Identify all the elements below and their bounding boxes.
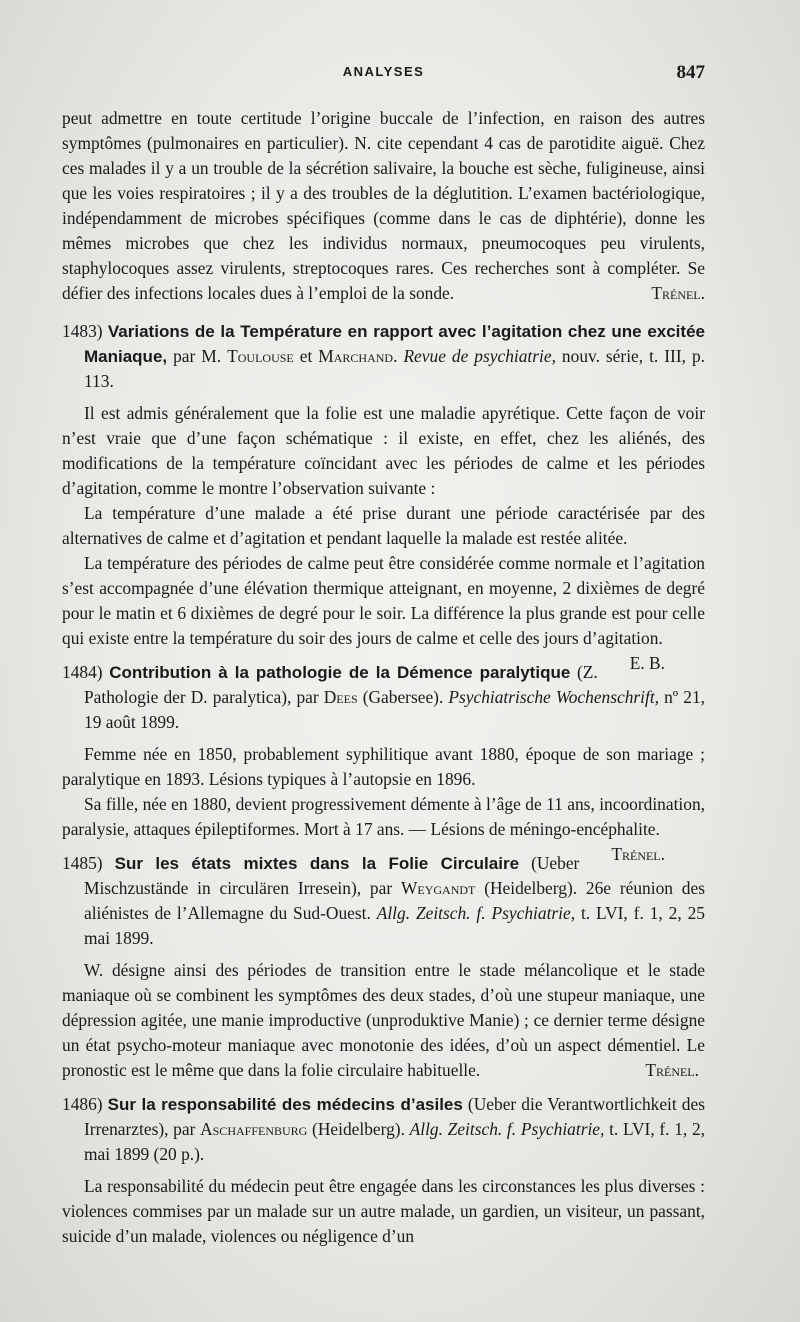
entry-number: 1483)	[62, 321, 103, 341]
entry-author: Weygandt	[400, 878, 476, 898]
signature: Trénel.	[651, 283, 705, 303]
entry-reference: par M.	[167, 346, 228, 366]
entry-reference: (Heidelberg). 26e réunion des aliénistes de l’Allemagne du Sud-Ouest.	[84, 878, 705, 923]
entry-author: Aschaffenburg	[200, 1119, 308, 1139]
signature: Trénel.	[645, 1060, 699, 1080]
entry-title: Sur les états mixtes dans la Folie Circulaire	[114, 854, 520, 873]
entry-paragraph: La responsabilité du médecin peut être engagée dans les circonstances les plus diverses : violences commises par un malade sur un autre malade, un gardien, un visiteur, un passant, suicide d’un malade, violences ou négligence d’un	[62, 1176, 705, 1246]
page-number: 847	[676, 62, 705, 83]
entry-number: 1486)	[62, 1094, 103, 1114]
entry-title: Contribution à la pathologie de la Démence paralytique	[109, 663, 571, 682]
entry-author: Dees	[323, 687, 358, 707]
entry-number: 1485)	[62, 853, 103, 873]
continuation-paragraph	[62, 106, 705, 306]
entry-title: Variations de la Température en rapport avec l’agitation chez une excitée Maniaque,	[84, 322, 705, 366]
entry-paragraph-text: W. désigne ainsi des périodes de transition entre le stade mélancolique et le stade maniaque où se combinent les symptômes des deux stades, d’où une stupeur maniaque, une dépression agitée, une manie improductive (unproduktive Manie) ; ce dernier terme désigne un état psycho-moteur maniaque avec monotonie des idées, d’où un aspect démentiel. Le pronostic est le même que dans la folie circulaire habituelle.	[62, 960, 705, 1080]
entry-title: Sur la responsabilité des médecins d’asiles	[107, 1095, 463, 1114]
entry-journal: Revue de psychiatrie,	[403, 346, 556, 366]
entry-reference: (Heidelberg).	[307, 1119, 410, 1139]
entry-author: Marchand	[318, 346, 394, 366]
entry-reference: nº 21, 19 août 1899.	[84, 687, 705, 732]
entry-paragraph	[62, 958, 705, 1083]
entry-reference: t. LVI, f. 1, 2, 25 mai 1899.	[84, 903, 706, 948]
entry-paragraph: La température d’une malade a été prise durant une période caractérisée par des alternatives de calme et d’agitation et pendant laquelle la malade est restée alitée.	[62, 503, 705, 548]
entry-reference: .	[393, 346, 404, 366]
continuation-text: peut admettre en toute certitude l’origine buccale de l’infection, en raison des autres symptômes (pulmonaires en particulier). N. cite cependant 4 cas de parotidite aiguë. Chez ces malades il y a un trouble de la sécrétion salivaire, la bouche est sèche, fuligineuse, ainsi que les voies respiratoires ; il y a des troubles de la déglutition. L’examen bactériologique, indépendamment de microbes spécifiques (comme dans le cas de diphtérie), donne les mêmes microbes que chez les individus normaux, pneumocoques peu virulents, staphylocoques assez virulents, streptocoques rares. Ces recherches sont à compléter. Se défier des infections locales dues à l’emploi de la sonde.	[62, 108, 705, 303]
entry-reference: t. LVI, f. 1, 2, mai 1899 (20 p.).	[84, 1119, 705, 1164]
entry-paragraph-text: Sa fille, née en 1880, devient progressivement démente à l’âge de 11 ans, incoordination, paralysie, attaques épileptiformes. Mort à 17 ans. — Lésions de méningo-encéphalite.	[62, 794, 705, 839]
entry-journal: Allg. Zeitsch. f. Psychiatrie,	[409, 1119, 605, 1139]
entry-journal: Psychiatrische Wochenschrift,	[448, 687, 660, 707]
entry-reference: (Ueber die Verantwortlichkeit des Irrenarztes), par	[84, 1094, 705, 1139]
entry-reference: et	[293, 346, 319, 366]
entry-reference: (Ueber Mischzustände in circulären Irresein), par	[84, 853, 580, 898]
entry-journal: Allg. Zeitsch. f. Psychiatrie,	[376, 903, 576, 923]
entry-heading-1483	[62, 319, 705, 394]
entry-number: 1484)	[62, 662, 103, 682]
entry-reference: nouv. série, t. III, p. 113.	[84, 346, 706, 391]
entry-reference: (Gabersee).	[357, 687, 449, 707]
signature: E. B.	[629, 653, 665, 673]
entry-paragraph: Il est admis généralement que la folie est une maladie apyrétique. Cette façon de voir n’est vraie que d’une façon schématique : il existe, en effet, chez les aliénés, des modifications de la température coïncidant avec les périodes de calme et les périodes d’agitation, comme le montre l’observation suivante :	[62, 403, 705, 498]
running-head	[62, 62, 705, 92]
signature: Trénel.	[611, 844, 665, 864]
running-title: ANALYSES	[342, 64, 425, 79]
entry-heading-1486	[62, 1092, 705, 1167]
entry-reference: (Z. Pathologie der D. paralytica), par	[84, 662, 598, 707]
entry-paragraph: Femme née en 1850, probablement syphilitique avant 1880, époque de son mariage ; paralytique en 1893. Lésions typiques à l’autopsie en 1896.	[62, 744, 705, 789]
entry-author: Toulouse	[227, 346, 294, 366]
entry-paragraph-text: La température des périodes de calme peut être considérée comme normale et l’agitation s’est accompagnée d’une élévation thermique atteignant, en moyenne, 2 dixièmes de degré pour le matin et 6 dixièmes de degré pour le soir. La différence la plus grande est pour celle qui existe entre la température du soir des jours de calme et celle des jours d’agitation.	[62, 553, 705, 648]
